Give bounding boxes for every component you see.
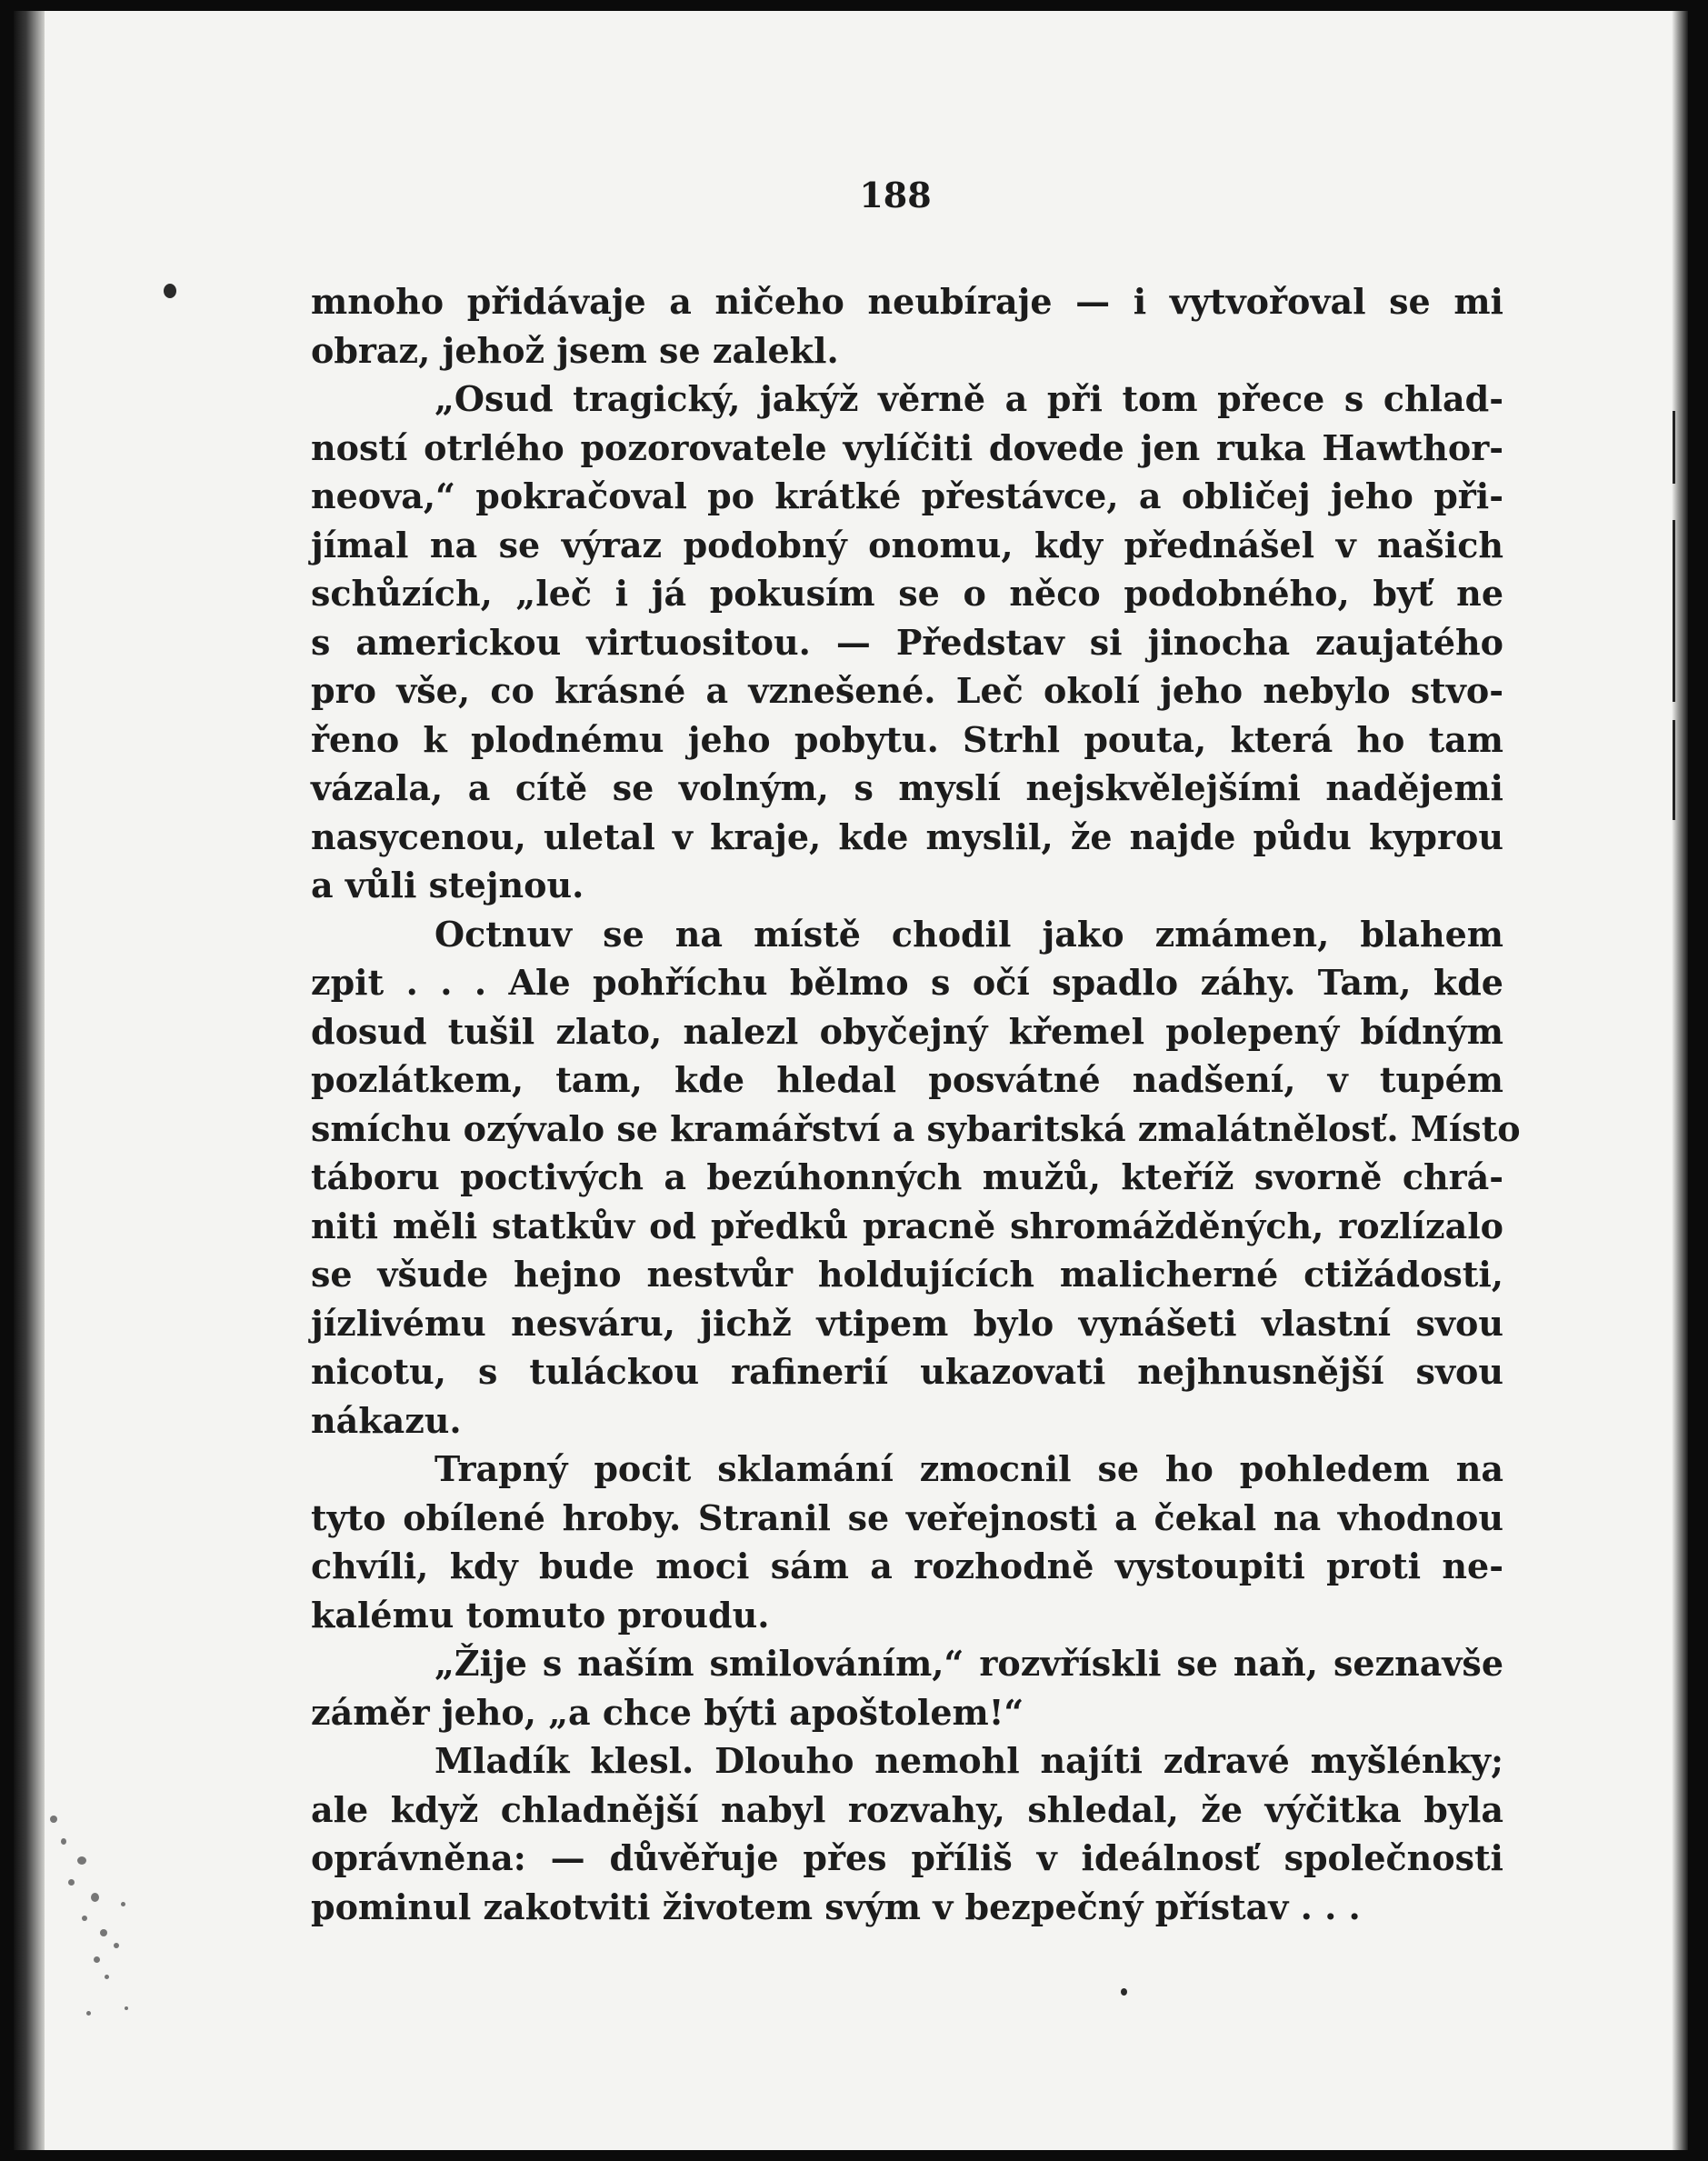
text-line: dosud tušil zlato, nalezl obyčejný křemel polepený bídným — [311, 1010, 1503, 1052]
book-page — [14, 11, 1688, 2150]
text-line: „Osud tragický, jakýž věrně a při tom přece s chlad- — [434, 378, 1503, 419]
edge-mark — [1673, 520, 1675, 702]
text-line: táboru poctivých a bezúhonných mužů, kteříž svorně chrá- — [311, 1156, 1503, 1197]
text-line: nákazu. — [311, 1399, 462, 1441]
text-line: nasycenou, uletal v kraje, kde myslil, že najde půdu kyprou — [311, 815, 1503, 857]
text-line: neova,“ pokračoval po krátké přestávce, a obličej jeho při- — [311, 475, 1503, 516]
text-line: pro vše, co krásné a vznešené. Leč okolí jeho nebylo stvo- — [311, 670, 1503, 711]
text-line: kalému tomuto proudu. — [311, 1594, 770, 1636]
text-line: niti měli statkův od předků pracně shromážděných, rozlízalo — [311, 1205, 1503, 1246]
text-line: pominul zakotviti životem svým v bezpečný přístav . . . — [311, 1886, 1361, 1927]
speckle — [77, 1856, 86, 1865]
edge-mark — [1673, 720, 1675, 820]
stray-dot — [1121, 1988, 1127, 1996]
text-line: záměr jeho, „a chce býti apoštolem!“ — [311, 1691, 1024, 1733]
speckle — [125, 2006, 128, 2010]
page-right-edge — [1672, 11, 1688, 2150]
speckle — [91, 1893, 99, 1902]
margin-dot — [164, 284, 176, 298]
text-line: ností otrlého pozorovatele vylíčiti dovede jen ruka Hawthor- — [311, 426, 1503, 468]
text-line: s americkou virtuositou. — Představ si jinocha zaujatého — [311, 621, 1503, 663]
text-line: smíchu ozývalo se kramářství a sybaritská zmalátnělosť. Místo — [311, 1107, 1521, 1149]
text-line: obraz, jehož jsem se zalekl. — [311, 329, 839, 371]
text-line: se všude hejno nestvůr holdujících malicherné ctižádosti, — [311, 1254, 1503, 1295]
speckle — [94, 1956, 100, 1963]
text-line: vázala, a cítě se volným, s myslí nejskvělejšími nadějemi — [311, 767, 1503, 808]
speckle — [105, 1975, 109, 1979]
speckle — [100, 1929, 107, 1936]
speckle — [86, 2011, 91, 2016]
text-line: ale když chladnější nabyl rozvahy, shledal, že výčitka byla — [311, 1788, 1503, 1830]
speckle — [50, 1816, 57, 1823]
page-number: 188 — [859, 175, 932, 215]
text-line: a vůli stejnou. — [311, 865, 584, 905]
text-line: Octnuv se na místě chodil jako zmámen, blahem — [434, 913, 1503, 955]
body-text — [311, 277, 1521, 1931]
text-line: „Žije s naším smilováním,“ rozvřískli se naň, seznavše — [434, 1643, 1503, 1684]
speckle — [61, 1838, 66, 1845]
text-line: Trapný pocit sklamání zmocnil se ho pohledem na — [434, 1448, 1503, 1489]
text-line: zpit . . . Ale pohříchu bělmo s očí spadlo záhy. Tam, kde — [311, 962, 1503, 1003]
speckle — [114, 1943, 119, 1948]
text-line: jímal na se výraz podobný onomu, kdy přednášel v našich — [311, 524, 1503, 565]
speckle — [68, 1879, 75, 1886]
text-line: chvíli, kdy bude moci sám a rozhodně vystoupiti proti ne- — [311, 1546, 1503, 1586]
edge-mark — [1673, 411, 1675, 484]
speckle — [82, 1916, 87, 1921]
page-binding-shadow — [14, 11, 45, 2150]
text-line: jízlivému nesváru, jichž vtipem bylo vynášeti vlastní svou — [311, 1302, 1503, 1344]
text-line: Mladík klesl. Dlouho nemohl najíti zdravé myšlénky; — [434, 1740, 1503, 1781]
text-line: mnoho přidávaje a ničeho neubíraje — i vytvořoval se mi — [311, 281, 1503, 322]
text-line: pozlátkem, tam, kde hledal posvátné nadšení, v tupém — [311, 1059, 1503, 1100]
text-line: schůzích, „leč i já pokusím se o něco podobného, byť ne — [311, 573, 1503, 614]
text-line: tyto obílené hroby. Stranil se veřejnosti a čekal na vhodnou — [311, 1496, 1503, 1538]
text-line: řeno k plodnému jeho pobytu. Strhl pouta, která ho tam — [311, 718, 1503, 760]
speckle — [121, 1902, 125, 1906]
text-line: oprávněna: — důvěřuje přes příliš v ideálnosť společnosti — [311, 1837, 1503, 1878]
text-line: nicotu, s tuláckou rafinerií ukazovati nejhnusnější svou — [311, 1351, 1503, 1392]
